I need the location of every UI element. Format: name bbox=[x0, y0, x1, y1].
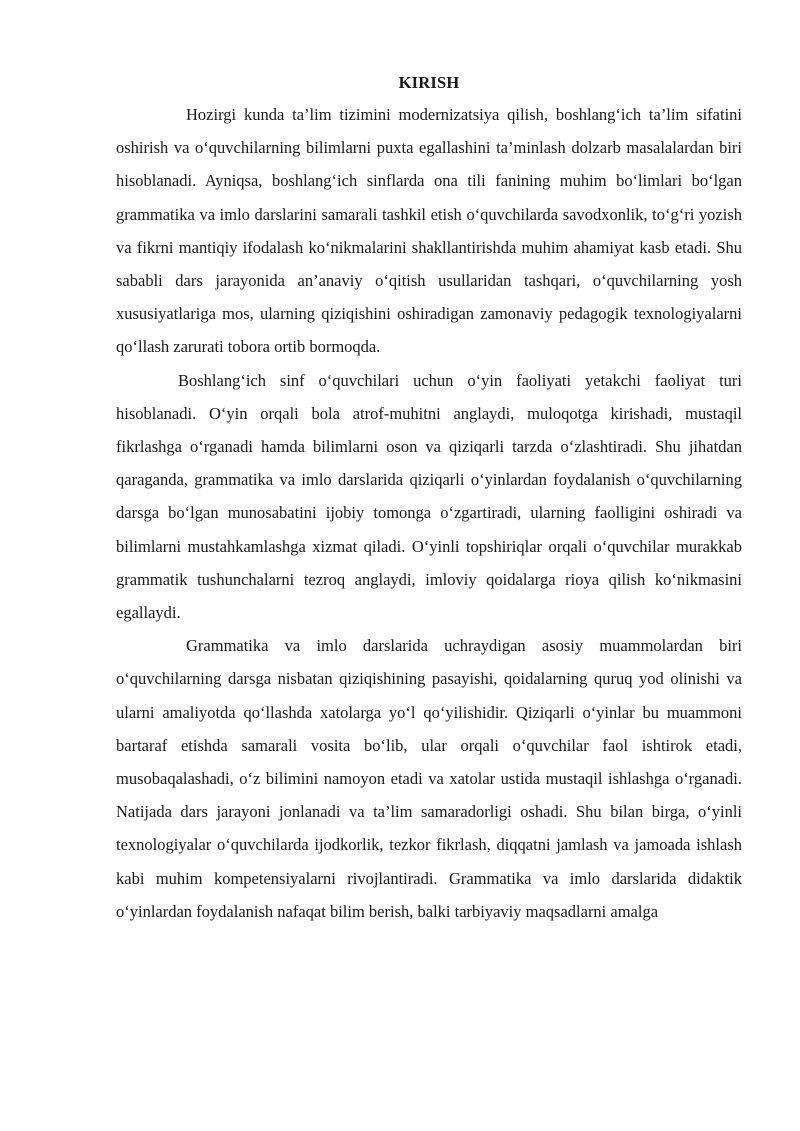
paragraph-2: Boshlang‘ich sinf o‘quvchilari uchun o‘yin faoliyati yetakchi faoliyat turi hisoblanadi. O‘yin orqali bola atrof-muhitni anglaydi, muloqotga kirishadi, mustaqil fikrlashga o‘rganadi hamda bilimlarni oson va qiziqarli tarzda o‘zlashtiradi. Shu jihatdan qaraganda, grammatika va imlo darslarida qiziqarli o‘yinlardan foydalanish o‘quvchilarning darsga bo‘lgan munosabatini ijobiy tomonga o‘zgartiradi, ularning faolligini oshiradi va bilimlarni mustahkamlashga xizmat qiladi. O‘yinli topshiriqlar orqali o‘quvchilar murakkab grammatik tushunchalarni tezroq anglaydi, imloviy qoidalarga rioya qilish ko‘nikmasini egallaydi. bbox=[116, 370, 742, 623]
page-title: KIRISH bbox=[398, 73, 460, 92]
document-page bbox=[116, 72, 742, 928]
paragraph-1: Hozirgi kunda ta’lim tizimini modernizatsiya qilish, boshlang‘ich ta’lim sifatini oshirish va o‘quvchilarning bilimlarni puxta egallashini ta’minlash dolzarb masalalardan biri hisoblanadi. Ayniqsa, boshlang‘ich sinflarda ona tili fanining muhim bo‘limlari bo‘lgan grammatika va imlo darslarini samarali tashkil etish o‘quvchilarda savodxonlik, to‘g‘ri yozish va fikrni mantiqiy ifodalash ko‘nikmalarini shakllantirishda muhim ahamiyat kasb etadi. Shu sababli dars jarayonida an’anaviy o‘qitish usullaridan tashqari, o‘quvchilarning yosh xususiyatlariga mos, ularning qiziqishini oshiradigan zamonaviy pedagogik texnologiyalarni qo‘llash zarurati tobora ortib bormoqda. bbox=[116, 105, 742, 357]
paragraph-3: Grammatika va imlo darslarida uchraydigan asosiy muammolardan biri o‘quvchilarning darsga nisbatan qiziqishining pasayishi, qoidalarning quruq yod olinishi va ularni amaliyotda qo‘llashda xatolarga yo‘l qo‘yilishidir. Qiziqarli o‘yinlar bu muammoni bartaraf etishda samarali vosita bo‘lib, ular orqali o‘quvchilar faol ishtirok etadi, musobaqalashadi, o‘z bilimini namoyon etadi va xatolar ustida mustaqil ishlashga o‘rganadi. Natijada dars jarayoni jonlanadi va ta’lim samaradorligi oshadi. Shu bilan birga, o‘yinli texnologiyalar o‘quvchilarda ijodkorlik, tezkor fikrlash, diqqatni jamlash va jamoada ishlash kabi muhim kompetensiyalarni rivojlantiradi. Grammatika va imlo darslarida didaktik o‘yinlardan foydalanish nafaqat bilim berish, balki tarbiyaviy maqsadlarni amalga bbox=[116, 636, 742, 921]
